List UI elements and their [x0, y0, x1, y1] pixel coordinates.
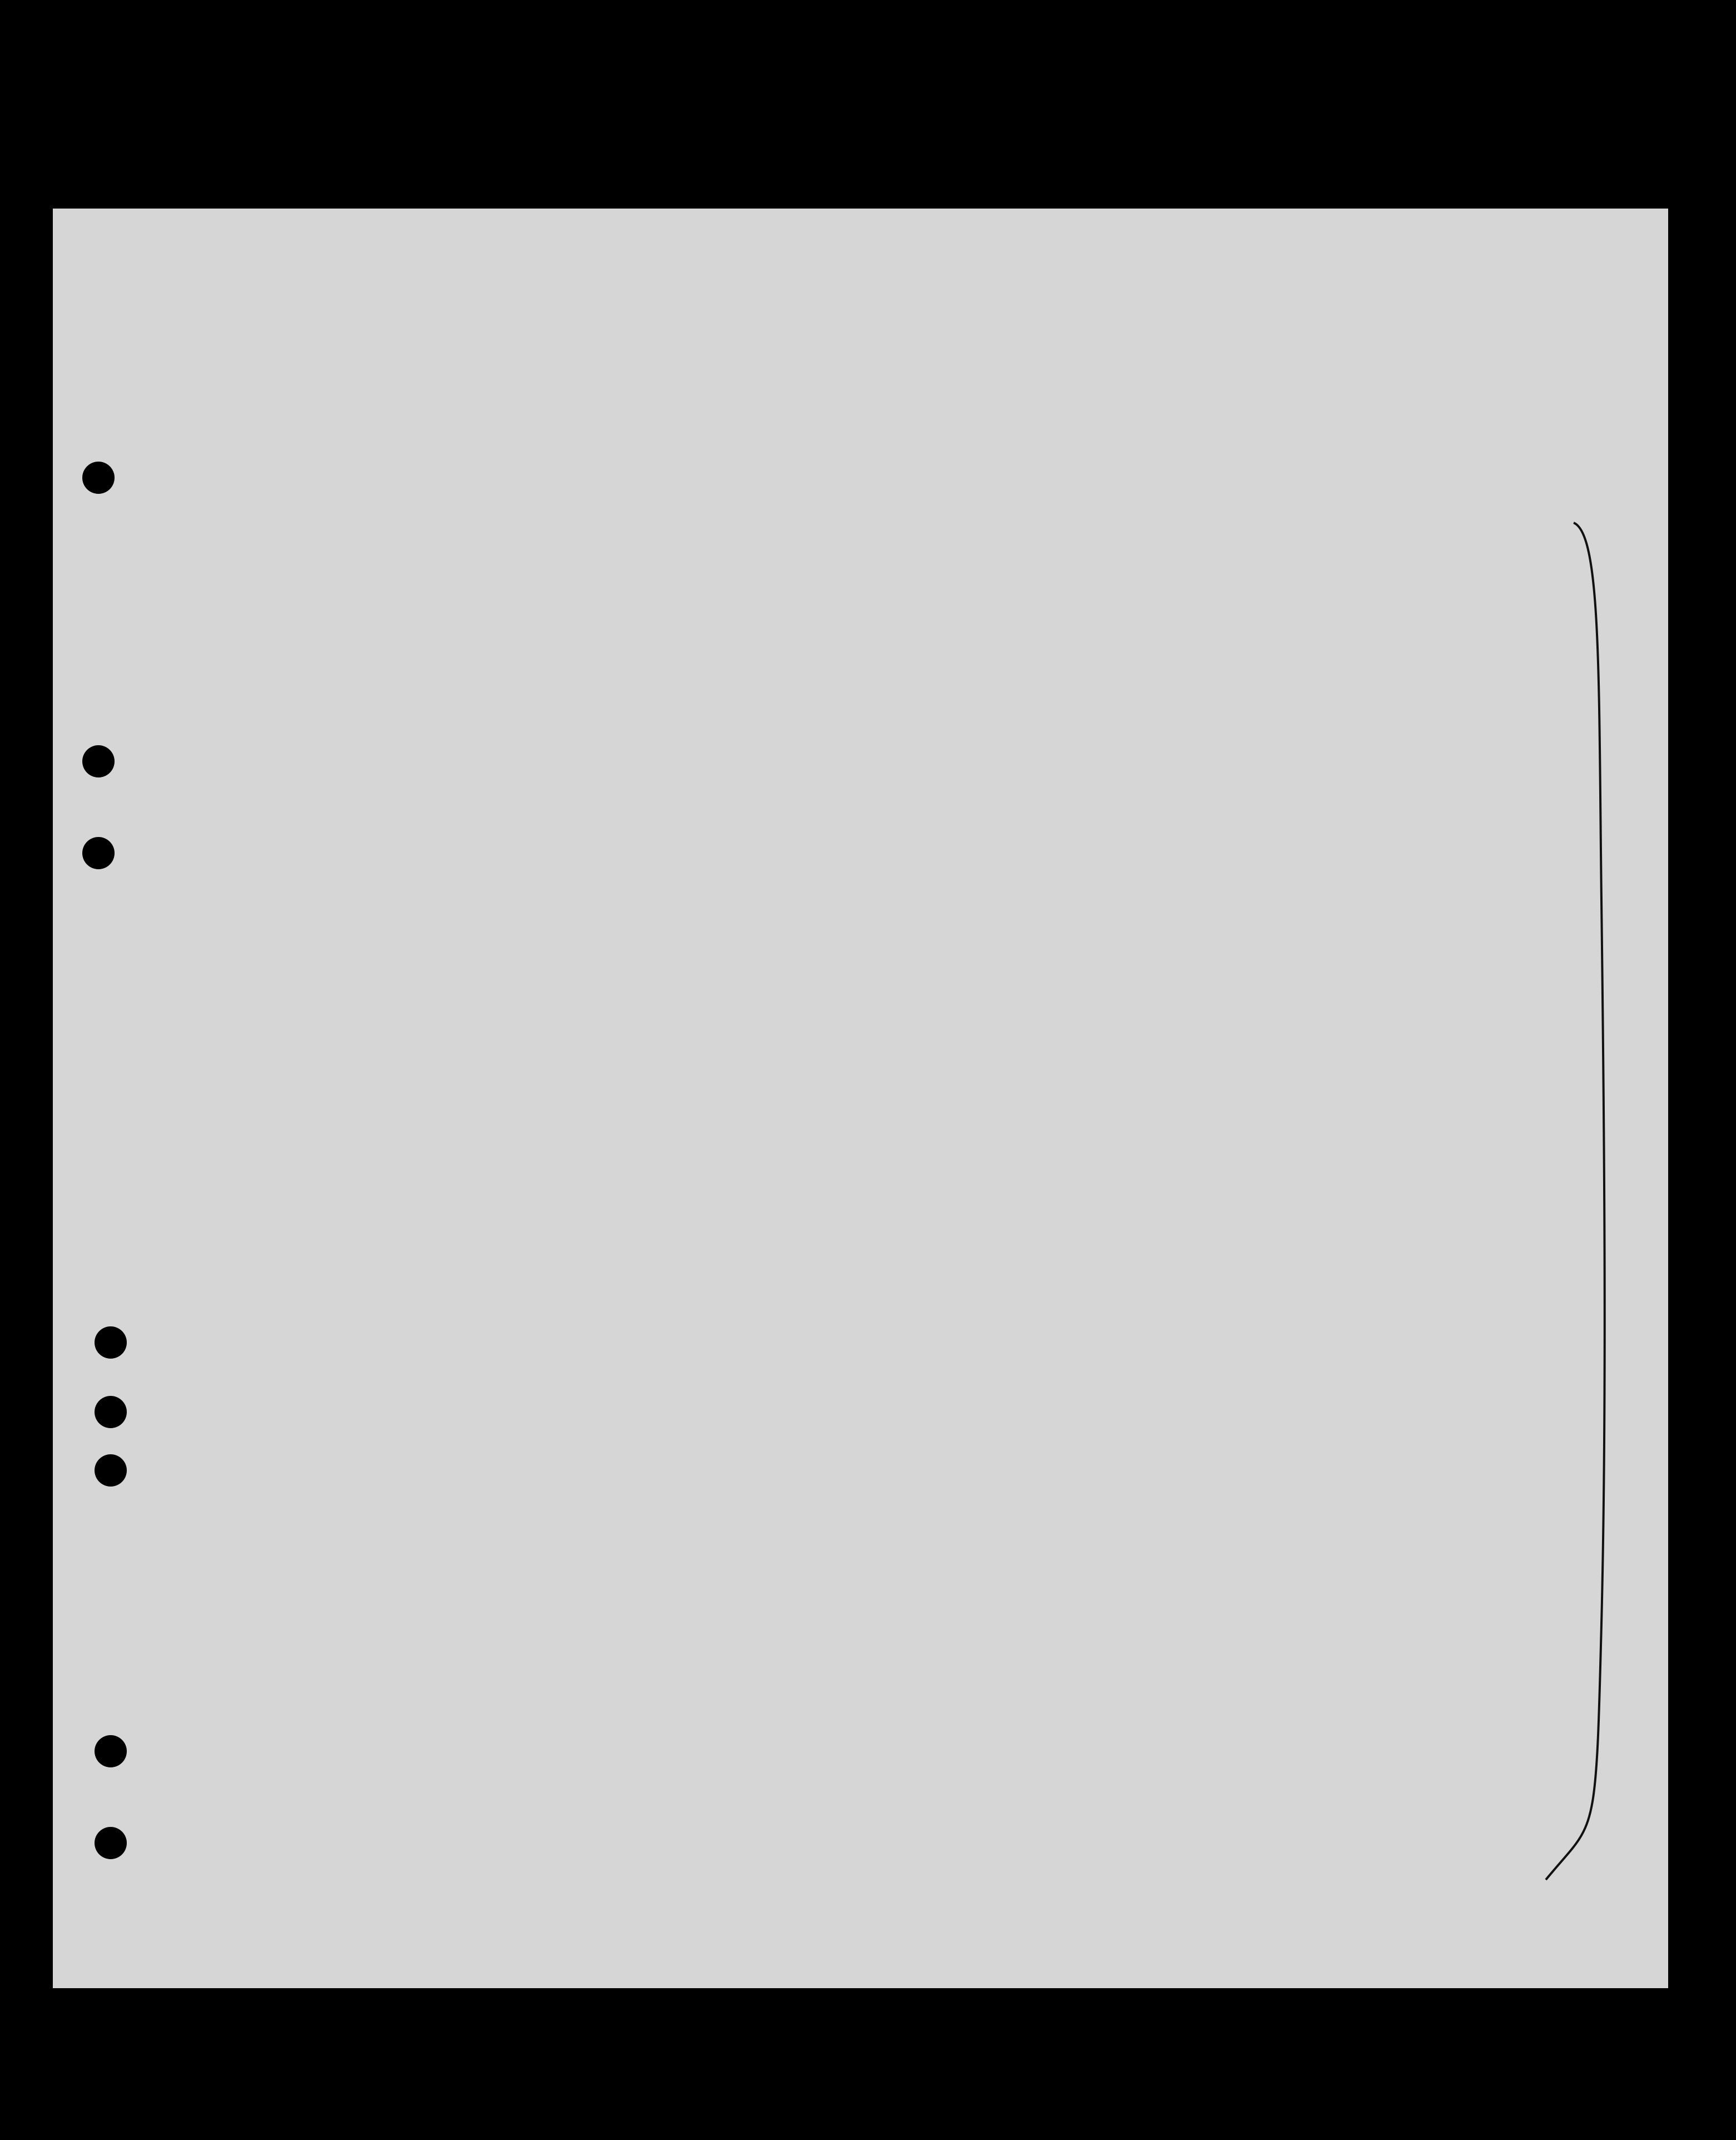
action-bracket-line	[1535, 512, 1624, 1891]
